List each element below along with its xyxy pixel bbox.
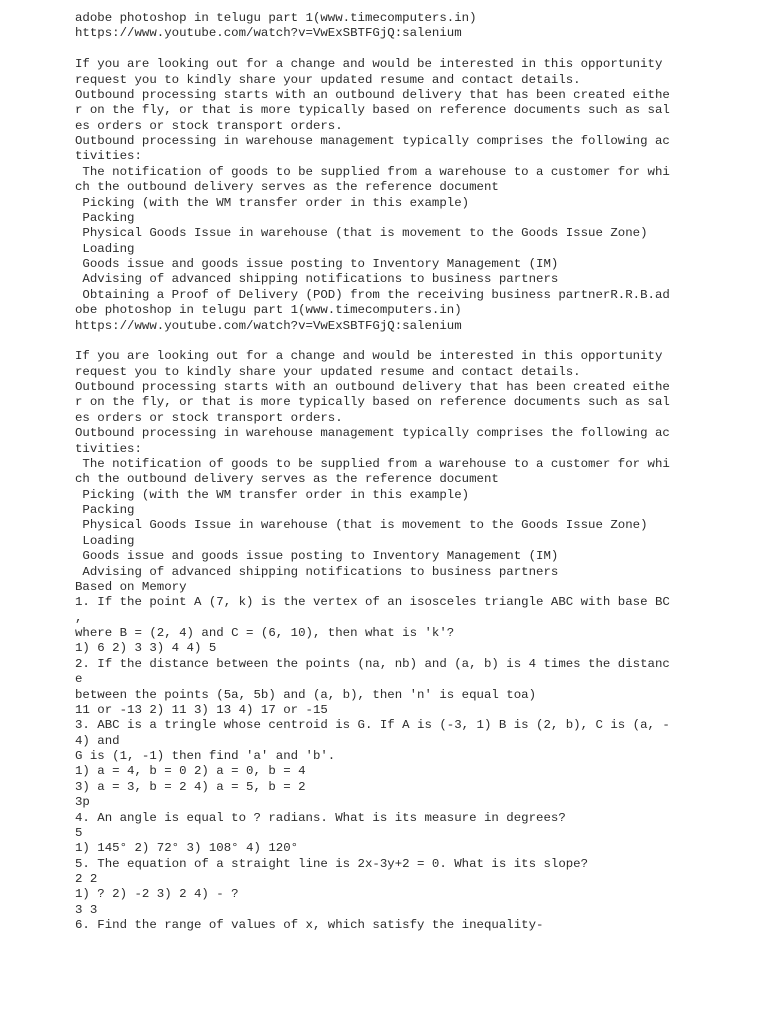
text-line: Physical Goods Issue in warehouse (that is movement to the Goods Issue Zone) — [75, 518, 648, 533]
text-line: If you are looking out for a change and would be interested in this opportunity — [75, 57, 663, 72]
text-line: es orders or stock transport orders. — [75, 118, 343, 133]
text-line: 1) 145° 2) 72° 3) 108° 4) 120° — [75, 841, 299, 856]
text-line: 1) 6 2) 3 3) 4 4) 5 — [75, 641, 217, 656]
text-line: Advising of advanced shipping notifications to business partners — [75, 272, 559, 287]
text-line: 3p — [75, 795, 90, 810]
text-line: Outbound processing in warehouse management typically comprises the following ac — [75, 134, 670, 148]
text-line: Packing — [75, 210, 135, 225]
text-line: 2 2 — [75, 872, 98, 886]
text-line: Goods issue and goods issue posting to Inventory Management (IM) — [75, 257, 559, 271]
text-line: The notification of goods to be supplied from a warehouse to a customer for whi — [75, 456, 670, 471]
text-line: 5 — [75, 825, 83, 840]
text-line: 4. An angle is equal to ? radians. What is its measure in degrees? — [75, 810, 566, 825]
text-line: 3 3 — [75, 902, 98, 917]
text-line: https://www.youtube.com/watch?v=VwExSBTFGjQ:salenium — [75, 26, 462, 41]
text-line — [75, 334, 755, 349]
text-line: ch the outbound delivery serves as the reference document — [75, 180, 499, 195]
text-line: 2. If the distance between the points (na, nb) and (a, b) is 4 times the distanc — [75, 656, 670, 671]
text-line: r on the fly, or that is more typically based on reference documents such as sal — [75, 395, 670, 410]
text-line: e — [75, 672, 83, 687]
text-line: Loading — [75, 241, 135, 256]
text-line: Obtaining a Proof of Delivery (POD) from the receiving business partnerR.R.B.ad — [75, 287, 670, 302]
text-line: 5. The equation of a straight line is 2x-3y+2 = 0. What is its slope? — [75, 856, 589, 871]
text-line: 11 or -13 2) 11 3) 13 4) 17 or -15 — [75, 702, 328, 717]
text-line: adobe photoshop in telugu part 1(www.timecomputers.in) — [75, 11, 477, 25]
text-line: 1) ? 2) -2 3) 2 4) - ? — [75, 887, 239, 902]
text-line: Loading — [75, 533, 135, 548]
text-line: Picking (with the WM transfer order in this example) — [75, 195, 470, 210]
text-line: request you to kindly share your updated resume and contact details. — [75, 72, 581, 87]
text-line: 3. ABC is a tringle whose centroid is G. If A is (-3, 1) B is (2, b), C is (a, - — [75, 718, 670, 733]
text-line: The notification of goods to be supplied from a warehouse to a customer for whi — [75, 164, 670, 179]
text-line: Outbound processing starts with an outbound delivery that has been created eithe — [75, 380, 670, 394]
text-line: request you to kindly share your updated resume and contact details. — [75, 364, 581, 379]
text-line: , — [75, 610, 83, 625]
text-line: Picking (with the WM transfer order in this example) — [75, 487, 470, 502]
text-line: Advising of advanced shipping notifications to business partners — [75, 564, 559, 579]
text-line: https://www.youtube.com/watch?v=VwExSBTFGjQ:salenium — [75, 318, 462, 333]
text-line: tivities: — [75, 149, 142, 164]
text-line: G is (1, -1) then find 'a' and 'b'. — [75, 749, 336, 763]
text-line: 1) a = 4, b = 0 2) a = 0, b = 4 — [75, 764, 306, 779]
text-line: 3) a = 3, b = 2 4) a = 5, b = 2 — [75, 779, 306, 794]
text-line: 4) and — [75, 733, 120, 748]
text-line: between the points (5a, 5b) and (a, b), then 'n' is equal toa) — [75, 687, 537, 702]
text-line: Goods issue and goods issue posting to Inventory Management (IM) — [75, 549, 559, 564]
text-line: Packing — [75, 503, 135, 517]
text-line: 6. Find the range of values of x, which satisfy the inequality- — [75, 918, 544, 933]
text-line: obe photoshop in telugu part 1(www.timecomputers.in) — [75, 303, 462, 318]
text-line: If you are looking out for a change and would be interested in this opportunity — [75, 349, 663, 364]
text-line — [75, 42, 755, 57]
text-line: r on the fly, or that is more typically based on reference documents such as sal — [75, 103, 670, 118]
text-line: tivities: — [75, 441, 142, 456]
text-line: Outbound processing in warehouse management typically comprises the following ac — [75, 426, 670, 441]
text-line: 1. If the point A (7, k) is the vertex of an isosceles triangle ABC with base BC — [75, 595, 670, 610]
text-line: Based on Memory — [75, 579, 187, 594]
text-line: Outbound processing starts with an outbound delivery that has been created eithe — [75, 87, 670, 102]
text-line: ch the outbound delivery serves as the reference document — [75, 472, 499, 487]
text-line: Physical Goods Issue in warehouse (that is movement to the Goods Issue Zone) — [75, 226, 648, 241]
document-text — [75, 11, 755, 934]
text-line: es orders or stock transport orders. — [75, 410, 343, 425]
text-line: where B = (2, 4) and C = (6, 10), then what is 'k'? — [75, 626, 455, 640]
